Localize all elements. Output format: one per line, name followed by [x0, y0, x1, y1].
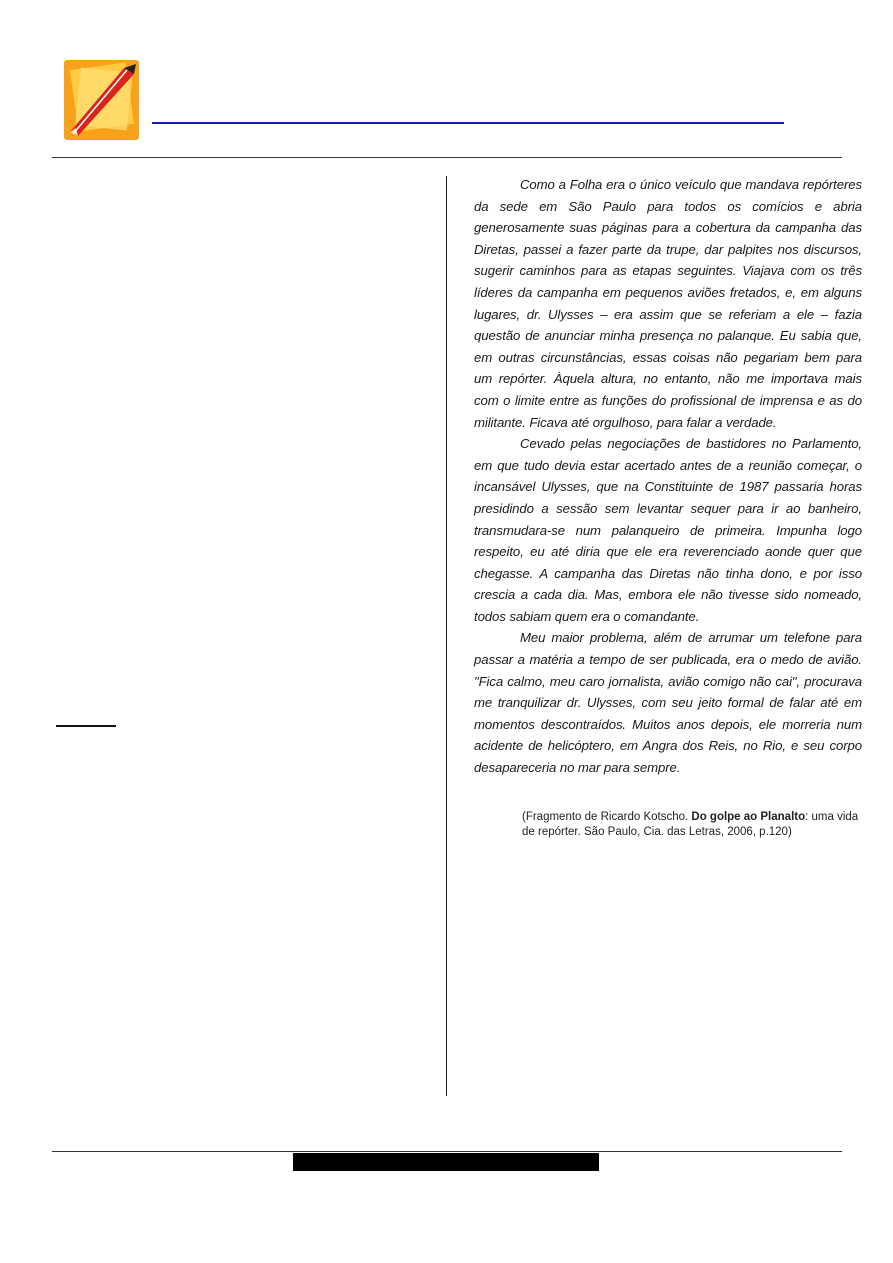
footer-black-bar [293, 1153, 599, 1171]
source-citation [522, 810, 862, 839]
citation-prefix: (Fragmento de Ricardo Kotscho. [522, 811, 692, 823]
footer-divider [52, 1151, 842, 1152]
article-paragraph: Como a Folha era o único veículo que mandava repórteres da sede em São Paulo para todos os comícios e abria generosamente suas páginas para a cobertura da campanha das Diretas, passei a fazer parte da trupe, dar palpites nos discursos, sugerir caminhos para as etapas seguintes. Viajava com os três líderes da campanha em pequenos aviões fretados, e, em alguns lugares, dr. Ulysses – era assim que se referiam a ele – fazia questão de anunciar minha presença no palanque. Eu sabia que, em outras circunstâncias, essas coisas não pegariam bem para um repórter. Àquela altura, no entanto, não me importava mais com o limite entre as funções do profissional de imprensa e as do militante. Ficava até orgulhoso, para falar a verdade. [474, 177, 862, 430]
blank-answer-line [56, 725, 116, 727]
citation-book-title: Do golpe ao Planalto [691, 811, 806, 823]
header-divider [52, 157, 842, 158]
header-blue-rule [152, 122, 784, 124]
article-paragraph: Meu maior problema, além de arrumar um telefone para passar a matéria a tempo de ser publicada, era o medo de avião. "Fica calmo, meu caro jornalista, avião comigo não cai", procurava me tranquilizar dr. Ulysses, com seu jeito formal de falar até em momentos descontraídos. Muitos anos depois, ele morreria num acidente de helicóptero, em Angra dos Reis, no Rio, e seu corpo desapareceria no mar para sempre. [474, 630, 862, 776]
column-divider [446, 176, 447, 1096]
article-text [474, 174, 862, 779]
article-paragraph: Cevado pelas negociações de bastidores no Parlamento, em que tudo devia estar acertado antes de a reunião começar, o incansável Ulysses, que na Constituinte de 1987 passaria horas presidindo a sessão sem levantar sequer para ir ao banheiro, transmudara-se num palanqueiro de primeira. Impunha logo respeito, eu até diria que ele era reverenciado aonde quer que chegasse. A campanha das Diretas não tinha dono, e por isso crescia a cada dia. Mas, embora ele não tivesse sido nomeado, todos sabiam quem era o comandante. [474, 436, 862, 624]
citation-suffix: : uma vida de repórter. São Paulo, Cia. das Letras, 2006, p.120) [522, 811, 859, 838]
pencil-logo-icon [64, 60, 139, 140]
